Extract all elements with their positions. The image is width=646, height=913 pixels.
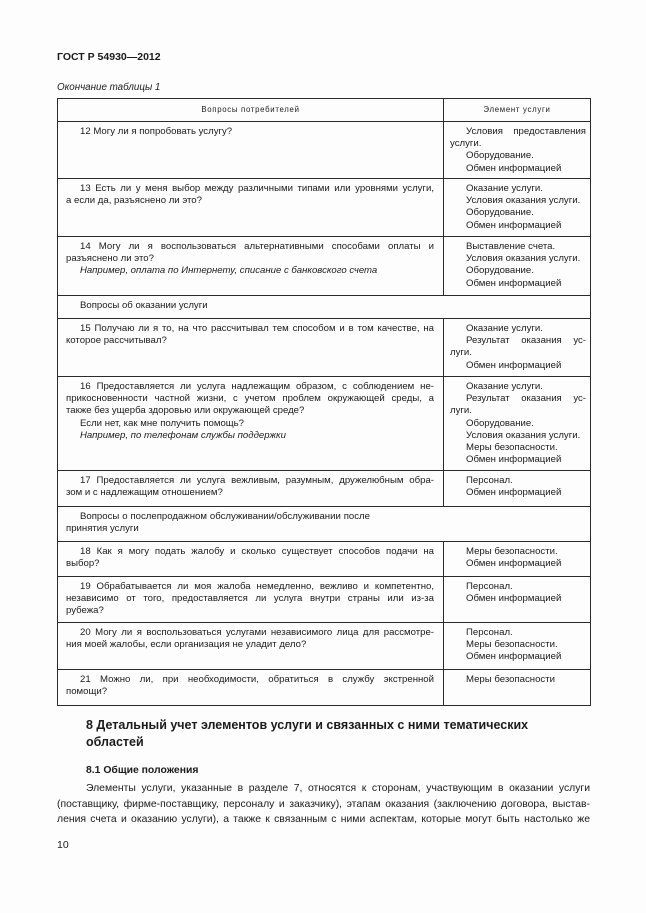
table-row: [58, 670, 591, 706]
service-element-cell: [444, 577, 591, 623]
table-row: [58, 179, 591, 237]
service-element-line: Персонал.: [466, 627, 513, 638]
service-element-line: Меры безопасности.: [466, 441, 558, 453]
service-element-cell: [444, 471, 591, 507]
column-header-elements: Элемент услуги: [444, 99, 591, 122]
question-cell: [58, 237, 444, 296]
column-header-questions: Вопросы потребителей: [58, 99, 444, 122]
group-heading-cell: [58, 296, 591, 319]
service-element-line: Обмен информацией: [466, 651, 562, 663]
service-element-line: Обмен информацией: [466, 162, 562, 174]
table-row: [58, 122, 591, 179]
question-example: Например, по телефонам службы поддержки: [80, 429, 286, 441]
question-line: которое рассчитывал?: [66, 335, 167, 347]
group-row: [58, 296, 591, 319]
question-line: 15 Получаю ли я то, на что рассчитывал тем способом и в том качестве, на: [80, 323, 434, 334]
question-cell: [58, 577, 444, 623]
service-element-line: Персонал.: [466, 581, 513, 592]
service-element-line: Оборудование.: [466, 207, 534, 219]
question-cell: [58, 471, 444, 507]
service-element-line: Условия оказания услуги.: [466, 253, 581, 265]
question-cell: [58, 319, 444, 377]
question-line: помощи?: [66, 686, 108, 698]
group-heading-line: Вопросы об оказании услуги: [80, 300, 208, 311]
service-element-line: Обмен информацией: [466, 487, 562, 499]
question-cell: [58, 623, 444, 670]
group-heading-line: Вопросы о послепродажном обслуживании/обслуживании после: [80, 511, 370, 522]
service-element-line: луги.: [450, 405, 472, 417]
question-line: 21 Можно ли, при необходимости, обратиться в службу экстренной: [80, 674, 434, 685]
question-line: 18 Как я могу подать жалобу и сколько существует способов подачи на: [80, 546, 434, 557]
service-element-line: Результат оказания ус-: [466, 335, 586, 347]
table-row: [58, 237, 591, 296]
table-row: [58, 623, 591, 670]
question-line: прикосновенности частной жизни, с учетом проблем окружающей среды, а: [66, 393, 434, 405]
question-cell: [58, 179, 444, 237]
question-line: рубежа?: [66, 605, 104, 617]
question-cell: [58, 122, 444, 179]
service-element-cell: [444, 542, 591, 577]
question-followup: Если нет, как мне получить помощь?: [80, 417, 245, 429]
question-line: независимо от того, предоставляется ли услуга внутри страны или из-за: [66, 593, 434, 605]
paragraph-line: ления счета и оказанию услуги), а также к связанным с ними аспектам, которые могут быть настолько же: [57, 814, 590, 825]
service-element-line: Обмен информацией: [466, 359, 562, 371]
table-row: [58, 377, 591, 471]
service-element-line: услуги.: [450, 138, 482, 150]
table-row: [58, 577, 591, 623]
table-row: [58, 471, 591, 507]
service-element-line: Меры безопасности: [466, 674, 555, 685]
table-row: [58, 319, 591, 377]
service-element-line: Результат оказания ус-: [466, 393, 586, 405]
question-line: разъяснено ли это?: [66, 253, 154, 265]
service-element-line: Меры безопасности.: [466, 639, 558, 651]
table-caption: Окончание таблицы 1: [57, 82, 161, 93]
question-line: зом и с надлежащим отношением?: [66, 487, 223, 499]
paragraph-line: Элементы услуги, указанные в разделе 7, относятся к сторонам, участвующим в оказании услуги: [86, 783, 590, 794]
section-heading-line: областей: [86, 735, 144, 749]
question-line: 14 Могу ли я воспользоваться альтернативными способами оплаты и: [80, 241, 434, 252]
service-element-cell: [444, 122, 591, 179]
service-element-line: Оборудование.: [466, 265, 534, 277]
group-heading-cell: [58, 507, 591, 542]
service-element-line: Условия предоставления: [466, 126, 586, 137]
group-heading-line: принятия услуги: [66, 523, 139, 535]
question-line: 16 Предоставляется ли услуга надлежащим образом, с соблюдением не-: [80, 381, 434, 392]
service-element-line: Выставление счета.: [466, 241, 556, 252]
page-number: 10: [57, 839, 69, 851]
question-line: 19 Обрабатывается ли моя жалоба немедленно, вежливо и компетентно,: [80, 581, 434, 592]
question-line: а если да, разъяснено ли это?: [66, 195, 202, 207]
service-element-line: луги.: [450, 347, 472, 359]
service-element-line: Обмен информацией: [466, 277, 562, 289]
question-cell: [58, 542, 444, 577]
service-element-line: Обмен информацией: [466, 593, 562, 605]
service-element-cell: [444, 623, 591, 670]
service-element-line: Оборудование.: [466, 150, 534, 162]
section-heading: [86, 717, 528, 751]
section-heading-line: 8 Детальный учет элементов услуги и связанных с ними тематических: [86, 718, 529, 732]
paragraph: [57, 781, 590, 828]
service-element-line: Условия оказания услуги.: [466, 195, 581, 207]
question-cell: [58, 670, 444, 706]
service-element-cell: [444, 237, 591, 296]
question-line: ния моей жалобы, если организация не уладит дело?: [66, 639, 307, 651]
service-element-line: Меры безопасности.: [466, 546, 558, 557]
service-element-line: Оказание услуги.: [466, 183, 543, 194]
service-element-line: Обмен информацией: [466, 558, 562, 570]
question-example: Например, оплата по Интернету, списание с банковского счета: [80, 265, 378, 277]
service-element-cell: [444, 377, 591, 471]
question-line: 17 Предоставляется ли услуга вежливым, разумным, дружелюбным обра-: [80, 475, 434, 486]
service-element-line: Оказание услуги.: [466, 323, 543, 334]
question-cell: [58, 377, 444, 471]
question-line: выбор?: [66, 558, 100, 570]
document-code: ГОСТ Р 54930—2012: [57, 51, 161, 63]
paragraph-line: (поставщику, фирме-поставщику, персоналу и заказчику), этапам оказания (заключению договора, выстав-: [57, 798, 590, 810]
service-element-cell: [444, 670, 591, 706]
service-element-cell: [444, 319, 591, 377]
group-row: [58, 507, 591, 542]
question-line: 12 Могу ли я попробовать услугу?: [80, 126, 233, 137]
question-line: также без ущерба здоровью или окружающей среде?: [66, 405, 305, 417]
service-element-cell: [444, 179, 591, 237]
service-element-line: Персонал.: [466, 475, 513, 486]
table-header-row: [58, 99, 591, 122]
service-element-line: Оборудование.: [466, 417, 534, 429]
service-element-line: Обмен информацией: [466, 454, 562, 466]
service-element-line: Обмен информацией: [466, 219, 562, 231]
service-element-line: Оказание услуги.: [466, 381, 543, 392]
question-line: 20 Могу ли я воспользоваться услугами независимого лица для рассмотре-: [80, 627, 434, 638]
table-row: [58, 542, 591, 577]
consumer-questions-table: [57, 98, 591, 706]
question-line: 13 Есть ли у меня выбор между различными типами или уровнями услуги,: [80, 183, 434, 194]
service-element-line: Условия оказания услуги.: [466, 429, 581, 441]
subsection-heading: 8.1 Общие положения: [86, 765, 199, 776]
